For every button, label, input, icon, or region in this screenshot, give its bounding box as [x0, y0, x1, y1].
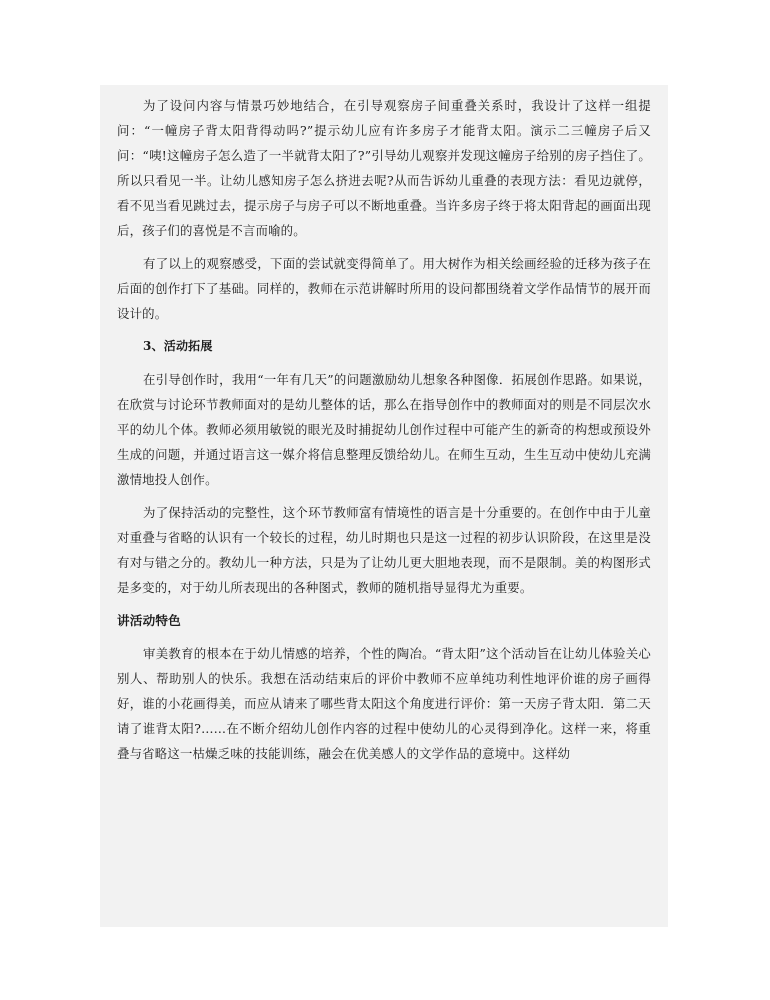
paragraph-aesthetic-education: 审美教育的根本在于幼儿情感的培养，个性的陶冶。“背太阳”这个活动旨在让幼儿体验关心别人、帮助别人的快乐。我想在活动结束后的评价中教师不应单纯功利性地评价谁的房子画得好，谁的小花画得美，而应从请来了哪些背太阳这个角度进行评价：第一天房子背太阳．第二天请了谁背太阳?……在不断介绍幼儿创作内容的过程中使幼儿的心灵得到净化。这样一来，将重叠与省略这一枯燥乏味的技能训练，融会在优美感人的文学作品的意境中。这样幼: [117, 646, 651, 761]
document-page: [100, 85, 668, 927]
paragraph-activity-integrity: 为了保持活动的完整性，这个环节教师富有情境性的语言是十分重要的。在创作中由于儿童对重叠与省略的认识有一个较长的过程，幼儿时期也只是这一过程的初步认识阶段，在这里是没有对与错之分的。教幼儿一种方法，只是为了让幼儿更大胆地表现，而不是限制。美的构图形式是多变的，对于幼儿所表现出的各种图式，教师的随机指导显得尤为重要。: [117, 505, 651, 595]
paragraph-creation-guidance: 在引导创作时，我用“一年有几天”的问题激励幼儿想象各种图像．拓展创作思路。如果说，在欣赏与讨论环节教师面对的是幼儿整体的话，那么在指导创作中的教师面对的则是不同层次水平的幼儿个体。教师必须用敏锐的眼光及时捕捉幼儿创作过程中可能产生的新奇的构想或预设外生成的问题，并通过语言这一媒介将信息整理反馈给幼儿。在师生互动，生生互动中使幼儿充满激情地投人创作。: [117, 372, 651, 487]
section-heading-activity-extension: 3、活动拓展: [143, 339, 213, 353]
paragraph-observation: 有了以上的观察感受，下面的尝试就变得简单了。用大树作为相关绘画经验的迁移为孩子在后面的创作打下了基础。同样的，教师在示范讲解时所用的设问都围绕着文学作品情节的展开而设计的。: [117, 256, 651, 321]
section-heading-features: 讲活动特色: [117, 613, 181, 628]
document-content: [117, 93, 651, 774]
paragraph-questions: 为了设问内容与情景巧妙地结合，在引导观察房子间重叠关系时，我设计了这样一组提问：“一幢房子背太阳背得动吗?”提示幼儿应有许多房子才能背太阳。演示二三幢房子后又问：“咦!这幢房子怎么造了一半就背太阳了?”引导幼儿观察并发现这幢房子给别的房子挡住了。所以只看见一半。让幼儿感知房子怎么挤进去呢?从而告诉幼儿重叠的表现方法：看见边就停，看不见当看见跳过去，提示房子与房子可以不断地重叠。当许多房子终于将太阳背起的画面出现后，孩子们的喜悦是不言而喻的。: [117, 98, 651, 238]
